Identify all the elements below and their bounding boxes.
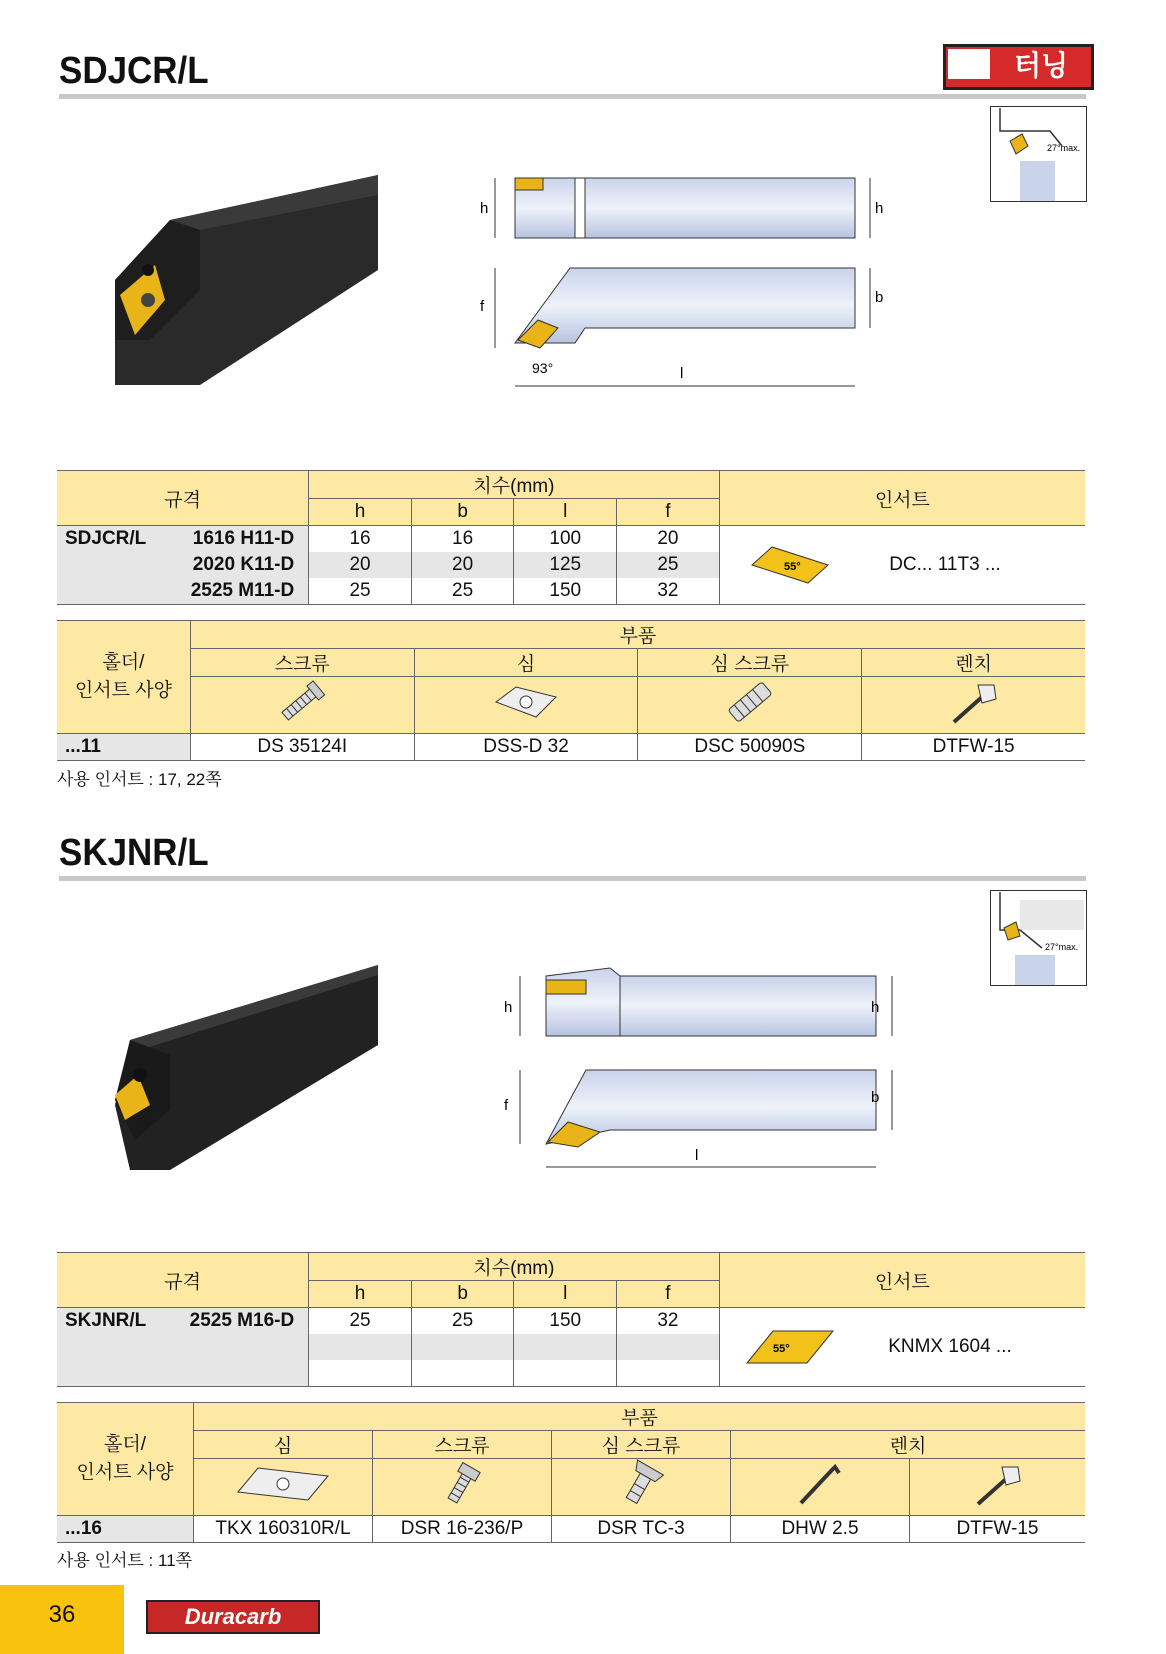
parts-table	[57, 620, 1085, 761]
spec-code: 2020 K11-D	[192, 554, 295, 575]
part-value: DTFW-15	[910, 1516, 1086, 1543]
empty-cell	[411, 1334, 514, 1360]
part-image	[862, 677, 1085, 734]
section-title: SKJNR/L	[59, 832, 209, 874]
part-image	[194, 1459, 373, 1516]
screw-icon	[272, 677, 332, 727]
wrench-icon	[968, 1459, 1028, 1509]
insert-code: DC... 11T3 ...	[889, 554, 1001, 576]
shim-screw-icon	[616, 1459, 666, 1509]
spec-row	[57, 1308, 309, 1335]
label-b: b	[871, 1089, 880, 1106]
brand-logo	[943, 44, 1094, 90]
part-image	[373, 1459, 552, 1516]
empty-cell	[617, 1334, 720, 1360]
label-l: l	[680, 365, 684, 382]
insert-diamond-icon	[750, 545, 830, 585]
holder-photo	[110, 960, 380, 1175]
cell-l: 150	[514, 1308, 617, 1335]
insert-code: KNMX 1604 ...	[888, 1336, 1012, 1358]
label-h-right: h	[871, 999, 880, 1016]
dim-header: b	[411, 499, 514, 526]
label-f: f	[480, 298, 485, 315]
part-image	[731, 1459, 910, 1516]
part-header: 심 스크류	[638, 649, 862, 677]
label-max-angle: 27°max.	[1047, 143, 1081, 153]
part-value: DS 35124I	[190, 734, 414, 761]
col-spec: 규격	[57, 1253, 309, 1308]
part-image	[414, 677, 638, 734]
holder-label-line: 홀더/	[104, 1434, 146, 1455]
insert-note: 사용 인서트 : 17, 22쪽	[57, 770, 222, 789]
clearance-detail	[990, 890, 1087, 986]
cell-f: 20	[617, 526, 720, 553]
col-parts: 부품	[194, 1403, 1086, 1431]
clearance-detail	[990, 106, 1087, 202]
spec-row-empty	[57, 1360, 309, 1387]
spec-code: 1616 H11-D	[192, 528, 295, 549]
part-header: 심 스크류	[552, 1431, 731, 1459]
col-parts: 부품	[190, 621, 1085, 649]
logo-text: 터닝	[1013, 50, 1069, 81]
empty-cell	[309, 1360, 412, 1387]
cell-b: 16	[411, 526, 514, 553]
part-value: DTFW-15	[862, 734, 1085, 761]
holder-size: ...16	[57, 1516, 194, 1543]
insert-angle: 55°	[772, 1343, 790, 1355]
dim-header: b	[411, 1281, 514, 1308]
part-header: 렌치	[731, 1431, 1086, 1459]
insert-cell	[719, 526, 1085, 605]
empty-cell	[617, 1360, 720, 1387]
cell-h: 25	[309, 578, 412, 605]
shim-screw-icon	[720, 677, 780, 727]
col-spec: 규격	[57, 471, 309, 526]
cell-b: 25	[411, 1308, 514, 1335]
label-f: f	[504, 1097, 509, 1114]
cell-l: 150	[514, 578, 617, 605]
spec-code: 2525 M16-D	[189, 1310, 295, 1331]
holder-label	[57, 1403, 194, 1516]
label-l: l	[695, 1147, 699, 1164]
holder-label	[57, 621, 190, 734]
dim-header: f	[617, 1281, 720, 1308]
label-h-left: h	[504, 999, 513, 1016]
section-title: SDJCR/L	[59, 50, 209, 92]
dim-header: h	[309, 499, 412, 526]
part-header: 렌치	[862, 649, 1085, 677]
empty-cell	[514, 1360, 617, 1387]
cell-h: 20	[309, 552, 412, 578]
holder-label-line: 홀더/	[102, 652, 145, 673]
screw-icon	[437, 1459, 487, 1509]
part-value: DHW 2.5	[731, 1516, 910, 1543]
part-value: DSS-D 32	[414, 734, 638, 761]
part-header: 심	[194, 1431, 373, 1459]
spec-code: 2525 M11-D	[190, 580, 295, 601]
page-number: 36	[0, 1585, 124, 1654]
cell-f: 25	[617, 552, 720, 578]
series-name: SKJNR/L	[65, 1310, 147, 1331]
part-image	[910, 1459, 1086, 1516]
part-header: 스크류	[373, 1431, 552, 1459]
wrench-icon	[944, 677, 1004, 727]
shim-icon	[233, 1462, 333, 1506]
holder-size: ...11	[57, 734, 190, 761]
dim-header: h	[309, 1281, 412, 1308]
part-value: DSR 16-236/P	[373, 1516, 552, 1543]
spec-row	[57, 526, 309, 553]
col-insert: 인서트	[719, 471, 1085, 526]
title-rule	[59, 94, 1086, 99]
part-value: DSR TC-3	[552, 1516, 731, 1543]
holder-label-line: 인서트 사양	[76, 1462, 174, 1483]
label-b: b	[875, 289, 884, 306]
cell-l: 100	[514, 526, 617, 553]
cell-f: 32	[617, 578, 720, 605]
part-value: DSC 50090S	[638, 734, 862, 761]
col-insert: 인서트	[719, 1253, 1085, 1308]
insert-note: 사용 인서트 : 11쪽	[57, 1551, 193, 1570]
part-image	[552, 1459, 731, 1516]
spec-row	[57, 578, 309, 605]
label-h-right: h	[875, 200, 884, 217]
insert-angle: 55°	[783, 561, 801, 573]
part-header: 스크류	[190, 649, 414, 677]
series-name: SDJCR/L	[65, 528, 147, 549]
col-dims: 치수(mm)	[309, 1253, 719, 1281]
part-image	[190, 677, 414, 734]
footer-brand-logo: Duracarb	[146, 1600, 320, 1634]
part-header: 심	[414, 649, 638, 677]
part-image	[638, 677, 862, 734]
spec-table	[57, 470, 1085, 605]
col-dims: 치수(mm)	[309, 471, 719, 499]
part-value: TKX 160310R/L	[194, 1516, 373, 1543]
insert-rhombus-icon	[745, 1329, 835, 1365]
empty-cell	[309, 1334, 412, 1360]
dimension-drawing	[500, 962, 900, 1177]
label-h-left: h	[480, 200, 489, 217]
empty-cell	[514, 1334, 617, 1360]
insert-cell	[719, 1308, 1085, 1387]
cell-h: 16	[309, 526, 412, 553]
title-rule	[59, 876, 1086, 881]
logo-d-mark	[948, 49, 990, 79]
empty-cell	[411, 1360, 514, 1387]
spec-row-empty	[57, 1334, 309, 1360]
holder-label-line: 인서트 사양	[74, 680, 172, 701]
dim-header: l	[514, 499, 617, 526]
holder-photo	[110, 170, 380, 390]
dim-header: f	[617, 499, 720, 526]
dimension-drawing	[470, 168, 900, 393]
cell-h: 25	[309, 1308, 412, 1335]
parts-table	[57, 1402, 1085, 1543]
label-max-angle: 27°max.	[1045, 942, 1079, 952]
cell-f: 32	[617, 1308, 720, 1335]
spec-table	[57, 1252, 1085, 1387]
dim-header: l	[514, 1281, 617, 1308]
hex-key-icon	[795, 1459, 845, 1509]
cell-l: 125	[514, 552, 617, 578]
cell-b: 20	[411, 552, 514, 578]
label-angle: 93°	[532, 360, 554, 376]
cell-b: 25	[411, 578, 514, 605]
shim-icon	[491, 682, 561, 722]
spec-row	[57, 552, 309, 578]
